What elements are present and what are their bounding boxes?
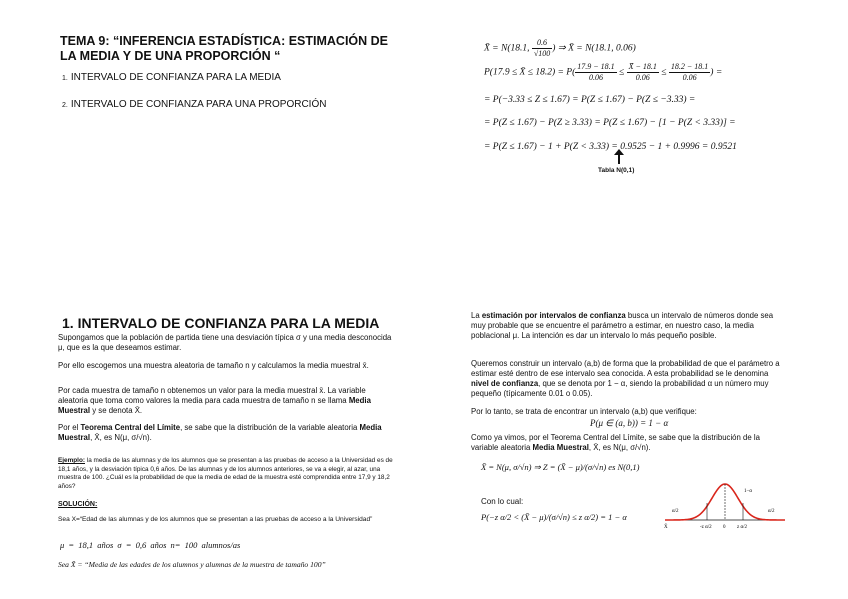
eq-text: ) = [710,67,723,78]
con-lo-cual-label: Con lo cual: [481,497,524,506]
alpha-half-left-label: α/2 [672,509,679,514]
text: , X̄, es N(μ, σ/√n). [90,433,152,442]
paragraph-confidence-level [471,359,786,399]
numerator: 17.9 − 18.1 [577,62,615,71]
numerator: X̄ − 18.1 [628,62,657,71]
numerator: 0.6 [532,38,552,49]
bold-term: Media Muestral [58,423,382,442]
arrow-up-icon [614,149,624,155]
pos-z-label: z α/2 [737,525,747,530]
variable-definition: Sea X=“Edad de las alumnas y de los alumnos que se presentan a las pruebas de acceso a la Universidad” [58,516,373,523]
index-item-2 [62,99,326,110]
bold-term: Teorema Central del Límite [80,423,181,432]
equation-step-3: = P(−3.33 ≤ Z ≤ 1.67) = P(Z ≤ 1.67) − P(Z ≤ −3.33) = [484,95,696,105]
text: Por cada muestra de tamaño n obtenemos un valor para la media muestral x̄. La variable aleatoria que toma como valores la media para cada muestra de tamaño n se llama [58,386,366,405]
equation-interval-probability: P(−z α/2 < (X̄ − μ)/(σ/√n) ≤ z α/2) = 1 − α [481,512,627,522]
text: Como ya vimos, por el Teorema Central del Límite, se sabe que la distribución de la variable aleatoria [471,433,760,452]
table-reference-label: Tabla N(0,1) [598,167,635,174]
eq-text: X̄ = N [484,43,508,54]
paragraph-clt [58,423,393,443]
eq-text: P(17.9 ≤ X̄ ≤ 18.2) = P [484,67,573,78]
equation-confidence: P(μ ∈ (a, b)) = 1 − α [590,418,669,428]
alpha-half-right-label: α/2 [768,509,775,514]
normal-curve-diagram [660,478,790,538]
paragraph-find-interval: Por lo tanto, se trata de encontrar un intervalo (a,b) que verifique: [471,407,697,416]
text: Queremos construir un intervalo (a,b) de forma que la probabilidad de que el parámetro a estimar esté dentro de ese intervalo sea conocida. A esta probabilidad se le denomina [471,359,780,378]
paragraph-clt-reminder [471,433,786,453]
parameters-line: μ = 18,1 años σ = 0,6 años n= 100 alumnos/as [60,540,241,550]
example-statement [58,457,393,491]
index-number: 1. [62,75,68,82]
eq-text: (18.1, [507,43,532,54]
paragraph-sample-mean [58,386,393,416]
paragraph-interval-estimation [471,311,786,341]
equation-step-4: = P(Z ≤ 1.67) − P(Z ≥ 3.33) = P(Z ≤ 1.67) − [1 − P(Z < 3.33)] = [484,118,736,128]
equation-standard-normal: X̄ = N(μ, σ/√n) ⇒ Z = (X̄ − μ)/(σ/√n) es N(0,1) [481,462,640,472]
text: y se denota X̄. [90,406,143,415]
denominator: √100 [533,49,551,58]
bold-term: estimación por intervalos de confianza [481,311,626,320]
sample-mean-definition: Sea X̄ = “Media de las edades de los alumnos y alumnas de la muestra de tamaño 100” [58,560,326,569]
equation-step-5: = P(Z ≤ 1.67) − 1 + P(Z < 3.33) = 0.9525 − 1 + 0.9996 = 0.9521 [484,142,737,152]
neg-z-label: -z α/2 [700,525,712,530]
solution-heading: SOLUCIÓN: [58,501,98,508]
xbar-label: X̄ [664,525,668,530]
text: Por el [58,423,81,432]
text: la media de las alumnas y de los alumnos que se presentan a las pruebas de acceso a la Universidad es de 18,1 años, y la desviación típica 0,6 años. De las alumnas y de los alumnos anteriores, se va a elegir, al azar, una muestra de 100. ¿Cuál es la probabilidad de que la media de edad de la muestra esté comprendida entre 17,9 y 18,2 años? [58,457,393,490]
text: , se sabe que la distribución de la variable aleatoria [180,423,360,432]
eq-text: ) ⇒ X̄ = N(18.1, 0.06) [552,43,636,54]
paragraph-population: Supongamos que la población de partida tiene una desviación típica σ y una media desconocida μ, que es la que deseamos estimar. [58,333,392,352]
equation-sampling-distribution [484,38,636,59]
denominator: 0.06 [682,73,697,82]
equation-standardize: P(17.9 ≤ X̄ ≤ 18.2) = P( $\frac{17.9 - 18.1}{0.06}$ ≤ $\frac{X̄ - 18.1}{0.06}$ ≤ $\frac{18.2 - 18.1}{0.06}$ ) = [484,62,723,82]
zero-label: 0 [723,525,726,530]
bold-term: Media Muestral [58,396,371,415]
fraction [669,62,710,83]
denominator: 0.06 [635,73,650,82]
text: busca un intervalo de números donde sea muy probable que se encuentre el parámetro a estimar, en nuestro caso, la media poblacional μ. La intención es dar un intervalo lo más pequeño posible. [471,311,774,340]
text: , X̄, es N(μ, σ/√n). [588,443,651,452]
numerator: 18.2 − 18.1 [670,62,709,71]
one-minus-alpha-label: 1−α [744,489,752,494]
text: , que se denota por 1 − α, siendo la probabilidad α un número muy pequeño (típicamente 0.01 o 0.05). [471,379,769,398]
text: La [471,311,482,320]
index-number: 2. [62,102,68,109]
example-label: Ejemplo: [58,457,85,464]
denominator: 0.06 [588,73,603,82]
index-item-1 [62,72,281,83]
paragraph-sample: Por ello escogemos una muestra aleatoria de tamaño n y calculamos la media muestral x̄. [58,361,369,370]
slide-title: TEMA 9: “INFERENCIA ESTADÍSTICA: ESTIMACIÓN DE LA MEDIA Y DE UNA PROPORCIÓN “ [60,34,389,63]
index-label: INTERVALO DE CONFIANZA PARA UNA PROPORCIÓN [70,99,327,110]
bold-term: nivel de confianza [471,379,539,388]
index-label: INTERVALO DE CONFIANZA PARA LA MEDIA [70,72,281,83]
fraction [627,62,659,83]
section-title: 1. INTERVALO DE CONFIANZA PARA LA MEDIA [62,315,380,331]
fraction [575,62,616,83]
fraction [532,38,552,59]
bold-term: Media Muestral [532,443,589,452]
